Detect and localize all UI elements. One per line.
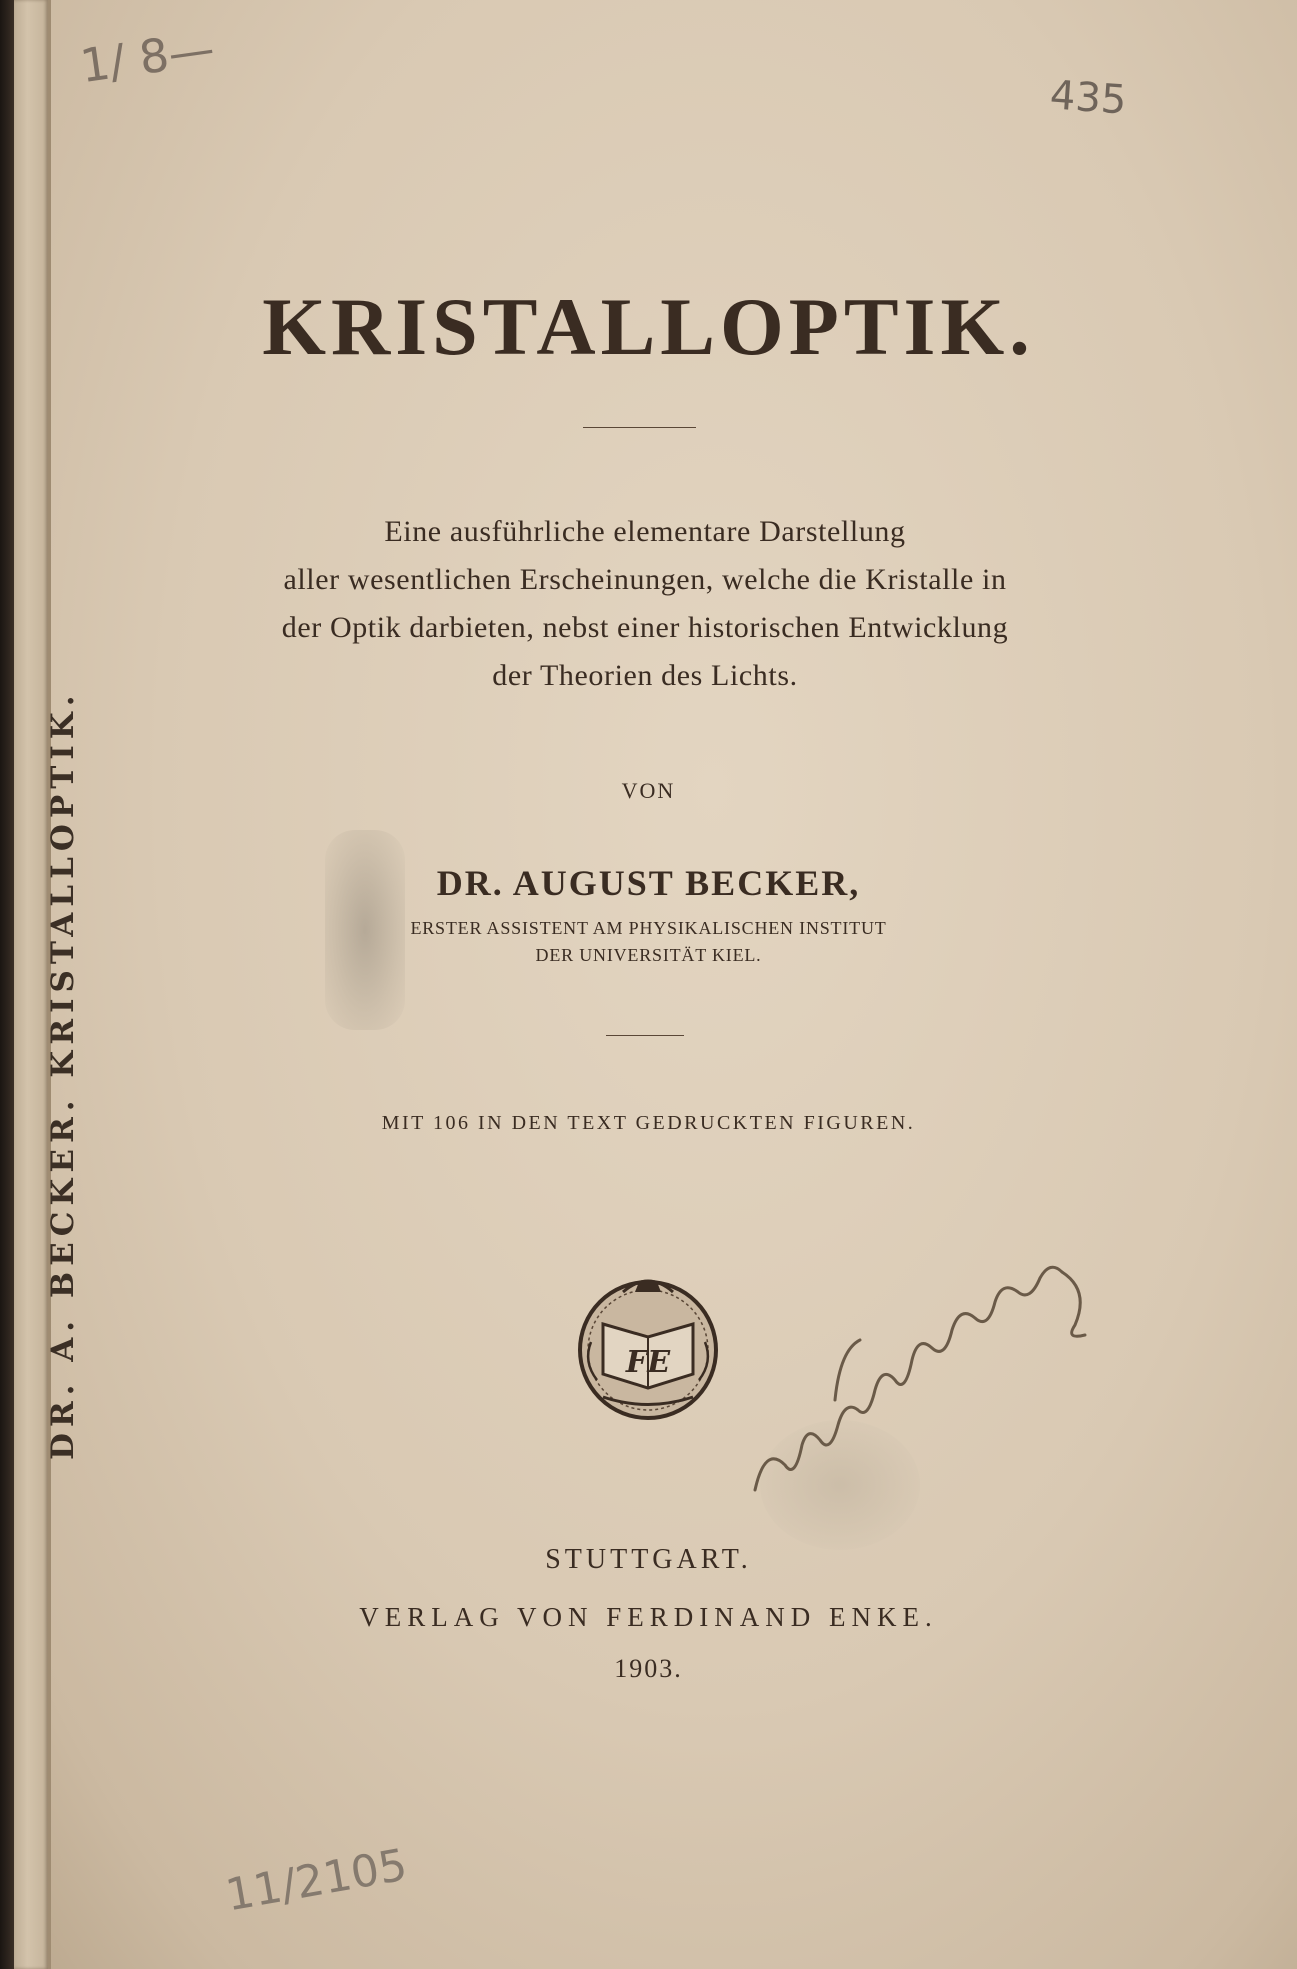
emblem-monogram: FE [625, 1345, 671, 1380]
subtitle-line: der Optik darbieten, nebst einer historischen Entwicklung [281, 611, 1009, 644]
subtitle-line: der Theorien des Lichts. [492, 659, 798, 692]
pencil-mark-bottom-left: 11/2105 [221, 1839, 411, 1922]
subtitle [140, 508, 1150, 700]
subtitle-line: aller wesentlichen Erscheinungen, welche die Kristalle in [283, 563, 1007, 596]
publication-place: STUTTGART. [545, 1544, 752, 1575]
publisher-emblem-icon [563, 1262, 733, 1422]
divider-rule [583, 427, 696, 428]
book-title: KRISTALLOPTIK. [262, 281, 1035, 372]
divider-rule [606, 1035, 684, 1036]
subtitle-line: Eine ausführliche elementare Darstellung [384, 515, 906, 548]
figures-note: MIT 106 IN DEN TEXT GEDRUCKTEN FIGUREN. [381, 1112, 916, 1134]
author-affiliation: DER UNIVERSITÄT KIEL. [535, 945, 762, 965]
author-affiliation: ERSTER ASSISTENT AM PHYSIKALISCHEN INSTITUT [410, 918, 887, 938]
handwritten-signature [740, 1230, 1100, 1530]
pencil-mark-top-right: 435 [1048, 72, 1128, 124]
publisher-name: VERLAG VON FERDINAND ENKE. [359, 1602, 938, 1632]
publication-year: 1903. [614, 1654, 683, 1683]
pencil-mark-top-left: 1/ 8— [76, 20, 218, 94]
author-name: DR. AUGUST BECKER, [436, 863, 861, 903]
spine-text: DR. A. BECKER. KRISTALLOPTIK. [45, 689, 81, 1460]
by-label: VON [621, 778, 676, 803]
